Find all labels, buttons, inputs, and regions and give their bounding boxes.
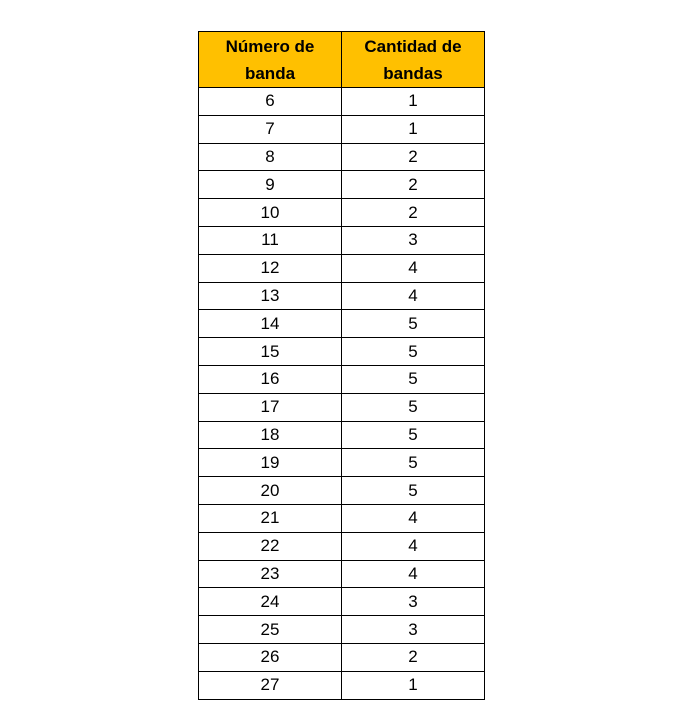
header-band-count: Cantidad de bandas [342,32,485,88]
header-row [199,32,485,88]
cell-band-count: 5 [342,365,485,393]
table-row [199,171,485,199]
cell-band-count: 5 [342,310,485,338]
cell-band-number: 7 [199,115,342,143]
table-row [199,199,485,227]
cell-band-number: 13 [199,282,342,310]
table-row [199,616,485,644]
cell-band-count: 3 [342,616,485,644]
cell-band-number: 27 [199,671,342,699]
cell-band-count: 2 [342,171,485,199]
table-row [199,143,485,171]
cell-band-number: 6 [199,88,342,116]
cell-band-number: 21 [199,504,342,532]
cell-band-number: 26 [199,643,342,671]
cell-band-count: 2 [342,199,485,227]
cell-band-count: 3 [342,226,485,254]
cell-band-number: 14 [199,310,342,338]
table-row [199,504,485,532]
table-row [199,282,485,310]
cell-band-count: 3 [342,588,485,616]
cell-band-count: 1 [342,115,485,143]
cell-band-number: 16 [199,365,342,393]
table-row [199,338,485,366]
cell-band-count: 1 [342,88,485,116]
cell-band-number: 20 [199,477,342,505]
cell-band-number: 12 [199,254,342,282]
table-row [199,560,485,588]
table-row [199,393,485,421]
table-row [199,365,485,393]
cell-band-count: 4 [342,282,485,310]
table-row [199,226,485,254]
cell-band-number: 25 [199,616,342,644]
cell-band-number: 17 [199,393,342,421]
cell-band-count: 5 [342,393,485,421]
cell-band-number: 11 [199,226,342,254]
table-row [199,477,485,505]
table-body [199,88,485,700]
table-row [199,115,485,143]
cell-band-number: 9 [199,171,342,199]
table-header [199,32,485,88]
table-row [199,254,485,282]
cell-band-count: 4 [342,560,485,588]
table-row [199,532,485,560]
cell-band-number: 24 [199,588,342,616]
cell-band-count: 4 [342,254,485,282]
cell-band-number: 8 [199,143,342,171]
cell-band-number: 23 [199,560,342,588]
table-row [199,421,485,449]
table-row [199,671,485,699]
cell-band-count: 5 [342,477,485,505]
cell-band-number: 10 [199,199,342,227]
cell-band-count: 2 [342,143,485,171]
cell-band-count: 4 [342,532,485,560]
cell-band-number: 18 [199,421,342,449]
table-row [199,310,485,338]
band-table [198,31,485,700]
table-row [199,643,485,671]
header-band-number: Número de banda [199,32,342,88]
band-table-container [198,31,485,700]
cell-band-count: 5 [342,338,485,366]
cell-band-count: 5 [342,421,485,449]
cell-band-count: 1 [342,671,485,699]
table-row [199,449,485,477]
cell-band-number: 22 [199,532,342,560]
cell-band-count: 2 [342,643,485,671]
cell-band-count: 4 [342,504,485,532]
cell-band-number: 15 [199,338,342,366]
cell-band-count: 5 [342,449,485,477]
table-row [199,88,485,116]
table-row [199,588,485,616]
cell-band-number: 19 [199,449,342,477]
